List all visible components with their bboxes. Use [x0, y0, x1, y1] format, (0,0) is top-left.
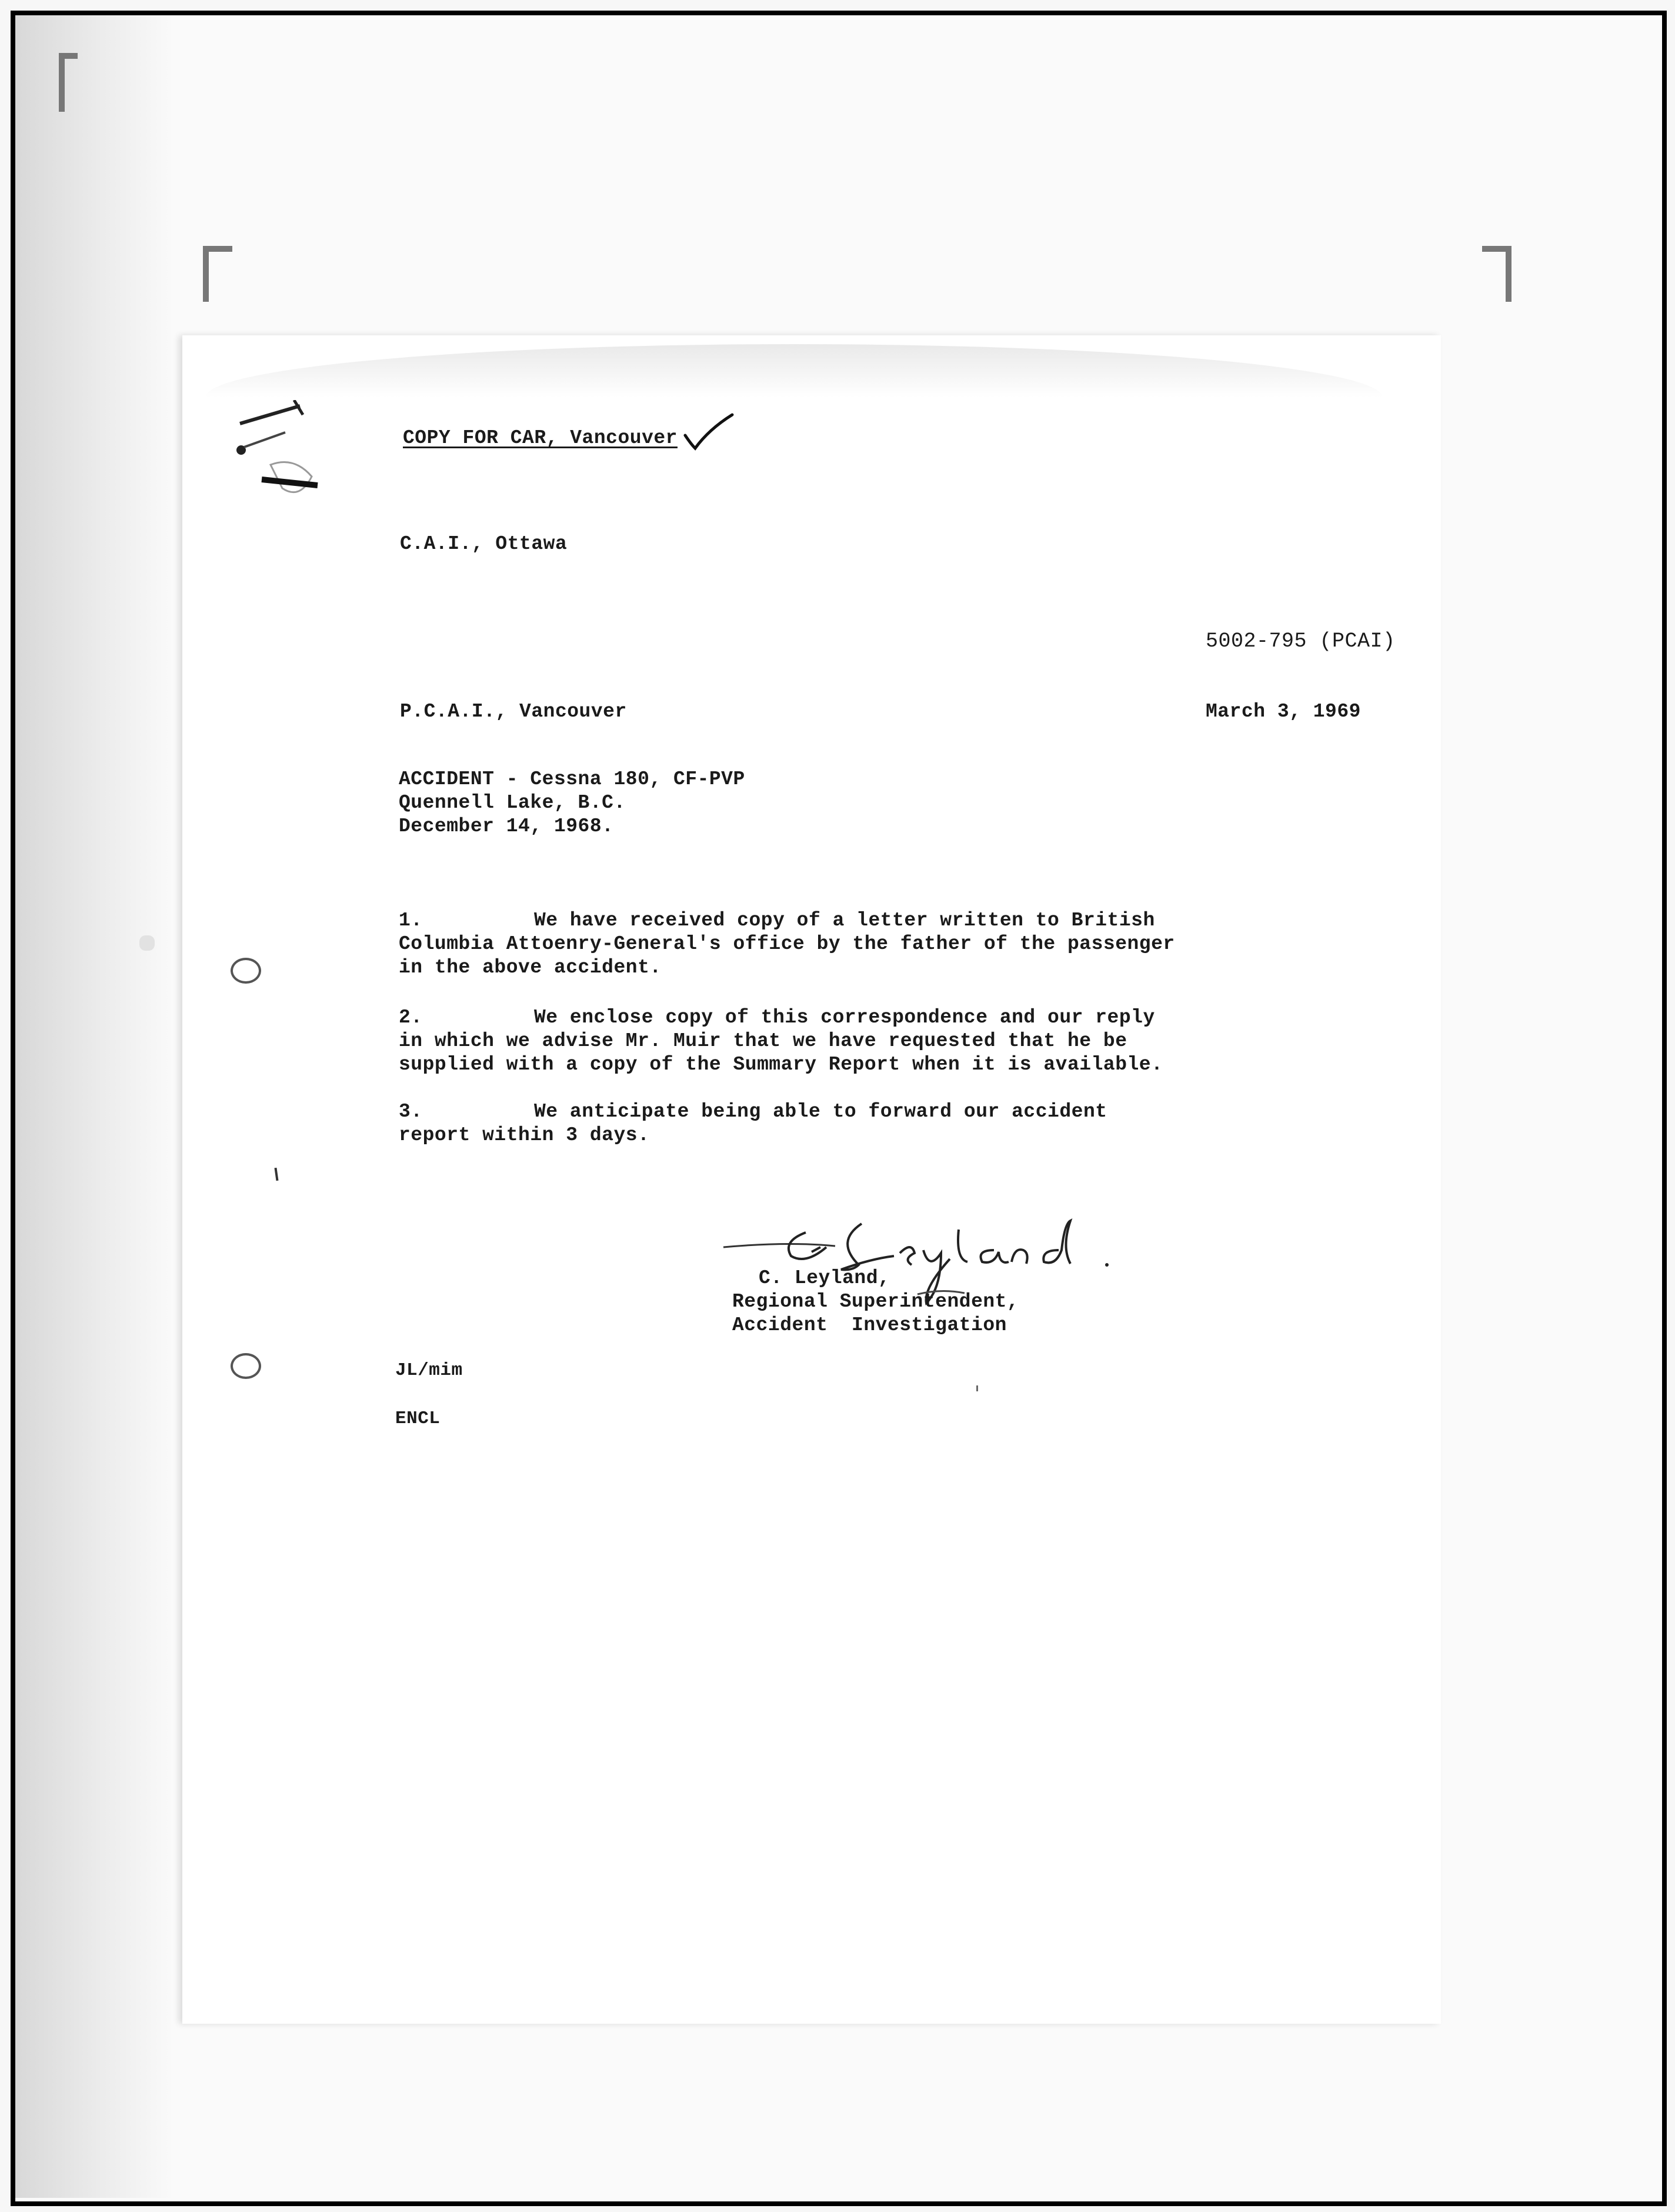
copy-notice: COPY FOR CAR, Vancouver — [403, 427, 678, 449]
paragraph-line: We enclose copy of this correspondence and our reply — [534, 1007, 1155, 1028]
page-corner-mark-top-right — [1482, 246, 1511, 302]
paragraph — [399, 1100, 1107, 1147]
sender: P.C.A.I., Vancouver — [400, 701, 627, 722]
page-corner-mark-top-left — [203, 246, 232, 302]
paragraph-line: We anticipate being able to forward our accident — [534, 1101, 1107, 1122]
signatory-department: Accident Investigation — [732, 1314, 1007, 1336]
paragraph-line: We have received copy of a letter written to British — [534, 910, 1155, 931]
file-reference: 5002-795 (PCAI) — [1206, 629, 1396, 653]
subject-line: ACCIDENT - Cessna 180, CF-PVP — [399, 768, 745, 790]
paragraph-line: in the above accident. — [399, 957, 662, 978]
subject-block — [399, 768, 745, 838]
paragraph — [399, 1006, 1163, 1077]
paragraph-number: 1. — [399, 910, 423, 931]
staple-marks — [229, 400, 323, 518]
subject-line: Quennell Lake, B.C. — [399, 792, 626, 814]
checkmark-icon — [682, 412, 735, 453]
paragraph-line: in which we advise Mr. Muir that we have requested that he be — [399, 1030, 1127, 1052]
enclosure-note: ENCL — [395, 1408, 441, 1429]
recipient: C.A.I., Ottawa — [400, 533, 568, 555]
scan-speck — [139, 935, 155, 951]
letter-sheet — [182, 335, 1441, 2024]
punch-hole — [231, 1353, 261, 1379]
signatory-title: Regional Superintendent, — [732, 1291, 1019, 1312]
scan-mark — [976, 1385, 978, 1391]
punch-hole — [231, 958, 261, 984]
scan-corner-mark — [59, 53, 78, 112]
signatory-name: C. Leyland, — [759, 1267, 890, 1289]
paragraph — [399, 909, 1175, 980]
subject-line: December 14, 1968. — [399, 815, 614, 837]
paragraph-line: Columbia Attoenry-General's office by the father of the passenger — [399, 933, 1175, 955]
paragraph-line: supplied with a copy of the Summary Report when it is available. — [399, 1054, 1163, 1075]
paragraph-number: 2. — [399, 1007, 423, 1028]
paragraph-line: report within 3 days. — [399, 1124, 650, 1146]
scan-shadow — [15, 15, 174, 2198]
letter-date: March 3, 1969 — [1206, 701, 1361, 722]
paragraph-number: 3. — [399, 1101, 423, 1122]
typist-initials: JL/mim — [395, 1360, 463, 1381]
